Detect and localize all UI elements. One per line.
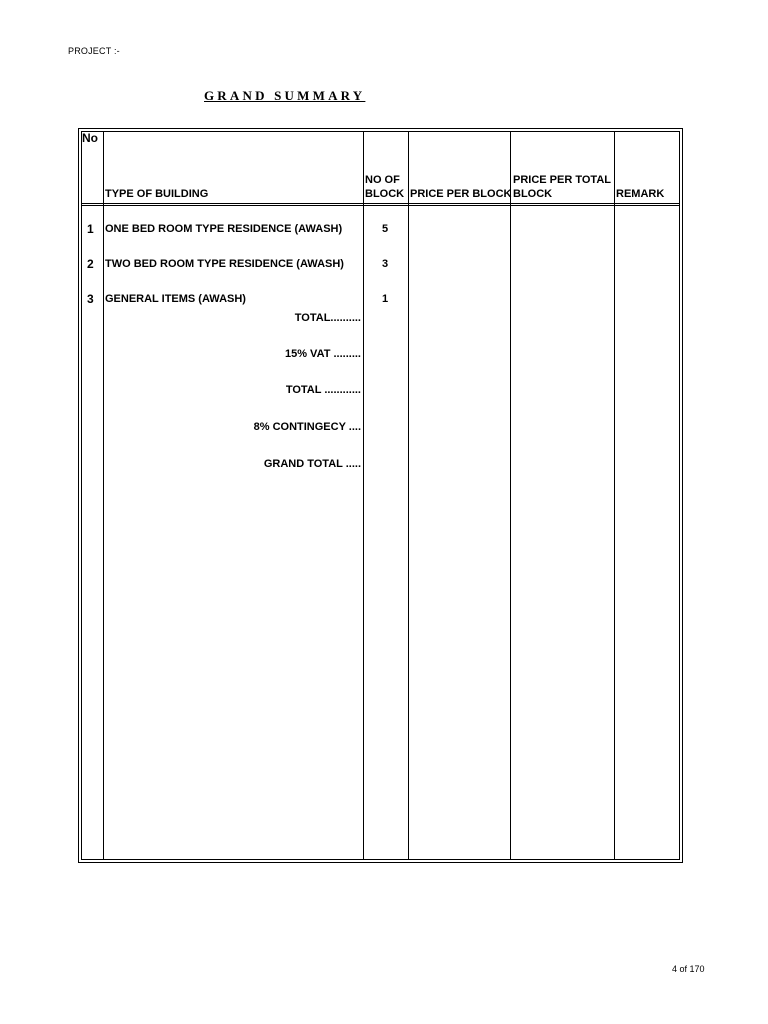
row-no: 1 <box>87 222 94 236</box>
page-number: 4 of 170 <box>672 964 705 974</box>
summary-grand-total: GRAND TOTAL ..... <box>263 458 361 470</box>
summary-contingency: 8% CONTINGECY .... <box>253 421 361 433</box>
header-divider <box>82 203 679 204</box>
column-divider <box>614 132 615 859</box>
row-no: 3 <box>87 292 94 306</box>
row-blocks: 5 <box>381 223 389 235</box>
header-type-of-building: TYPE OF BUILDING <box>105 188 209 200</box>
summary-total-after-vat: TOTAL ............ <box>285 384 361 396</box>
header-price-per-total-block-line1: PRICE PER TOTAL <box>513 174 611 186</box>
row-type: TWO BED ROOM TYPE RESIDENCE (AWASH) <box>105 258 344 270</box>
column-divider <box>103 132 104 859</box>
header-no-of-block-line1: NO OF <box>365 174 400 186</box>
column-divider <box>510 132 511 859</box>
header-divider <box>82 205 679 206</box>
row-no: 2 <box>87 257 94 271</box>
header-no-of-block-line2: BLOCK <box>365 188 405 200</box>
grand-summary-table <box>78 128 683 863</box>
summary-vat: 15% VAT ......... <box>284 348 361 360</box>
page-title: GRAND SUMMARY <box>204 88 366 103</box>
project-label: PROJECT :- <box>68 46 120 56</box>
header-price-per-total-block-line2: BLOCK <box>513 188 553 200</box>
table-inner-border <box>81 131 680 860</box>
header-remark: REMARK <box>616 188 665 200</box>
row-type: GENERAL ITEMS (AWASH) <box>105 293 246 305</box>
summary-total: TOTAL.......... <box>294 312 361 324</box>
row-type: ONE BED ROOM TYPE RESIDENCE (AWASH) <box>105 223 343 235</box>
header-price-per-block: PRICE PER BLOCK <box>410 188 512 200</box>
column-divider <box>363 132 364 859</box>
header-no: No <box>82 131 98 145</box>
column-divider <box>408 132 409 859</box>
row-blocks: 1 <box>381 293 389 305</box>
row-blocks: 3 <box>381 258 389 270</box>
